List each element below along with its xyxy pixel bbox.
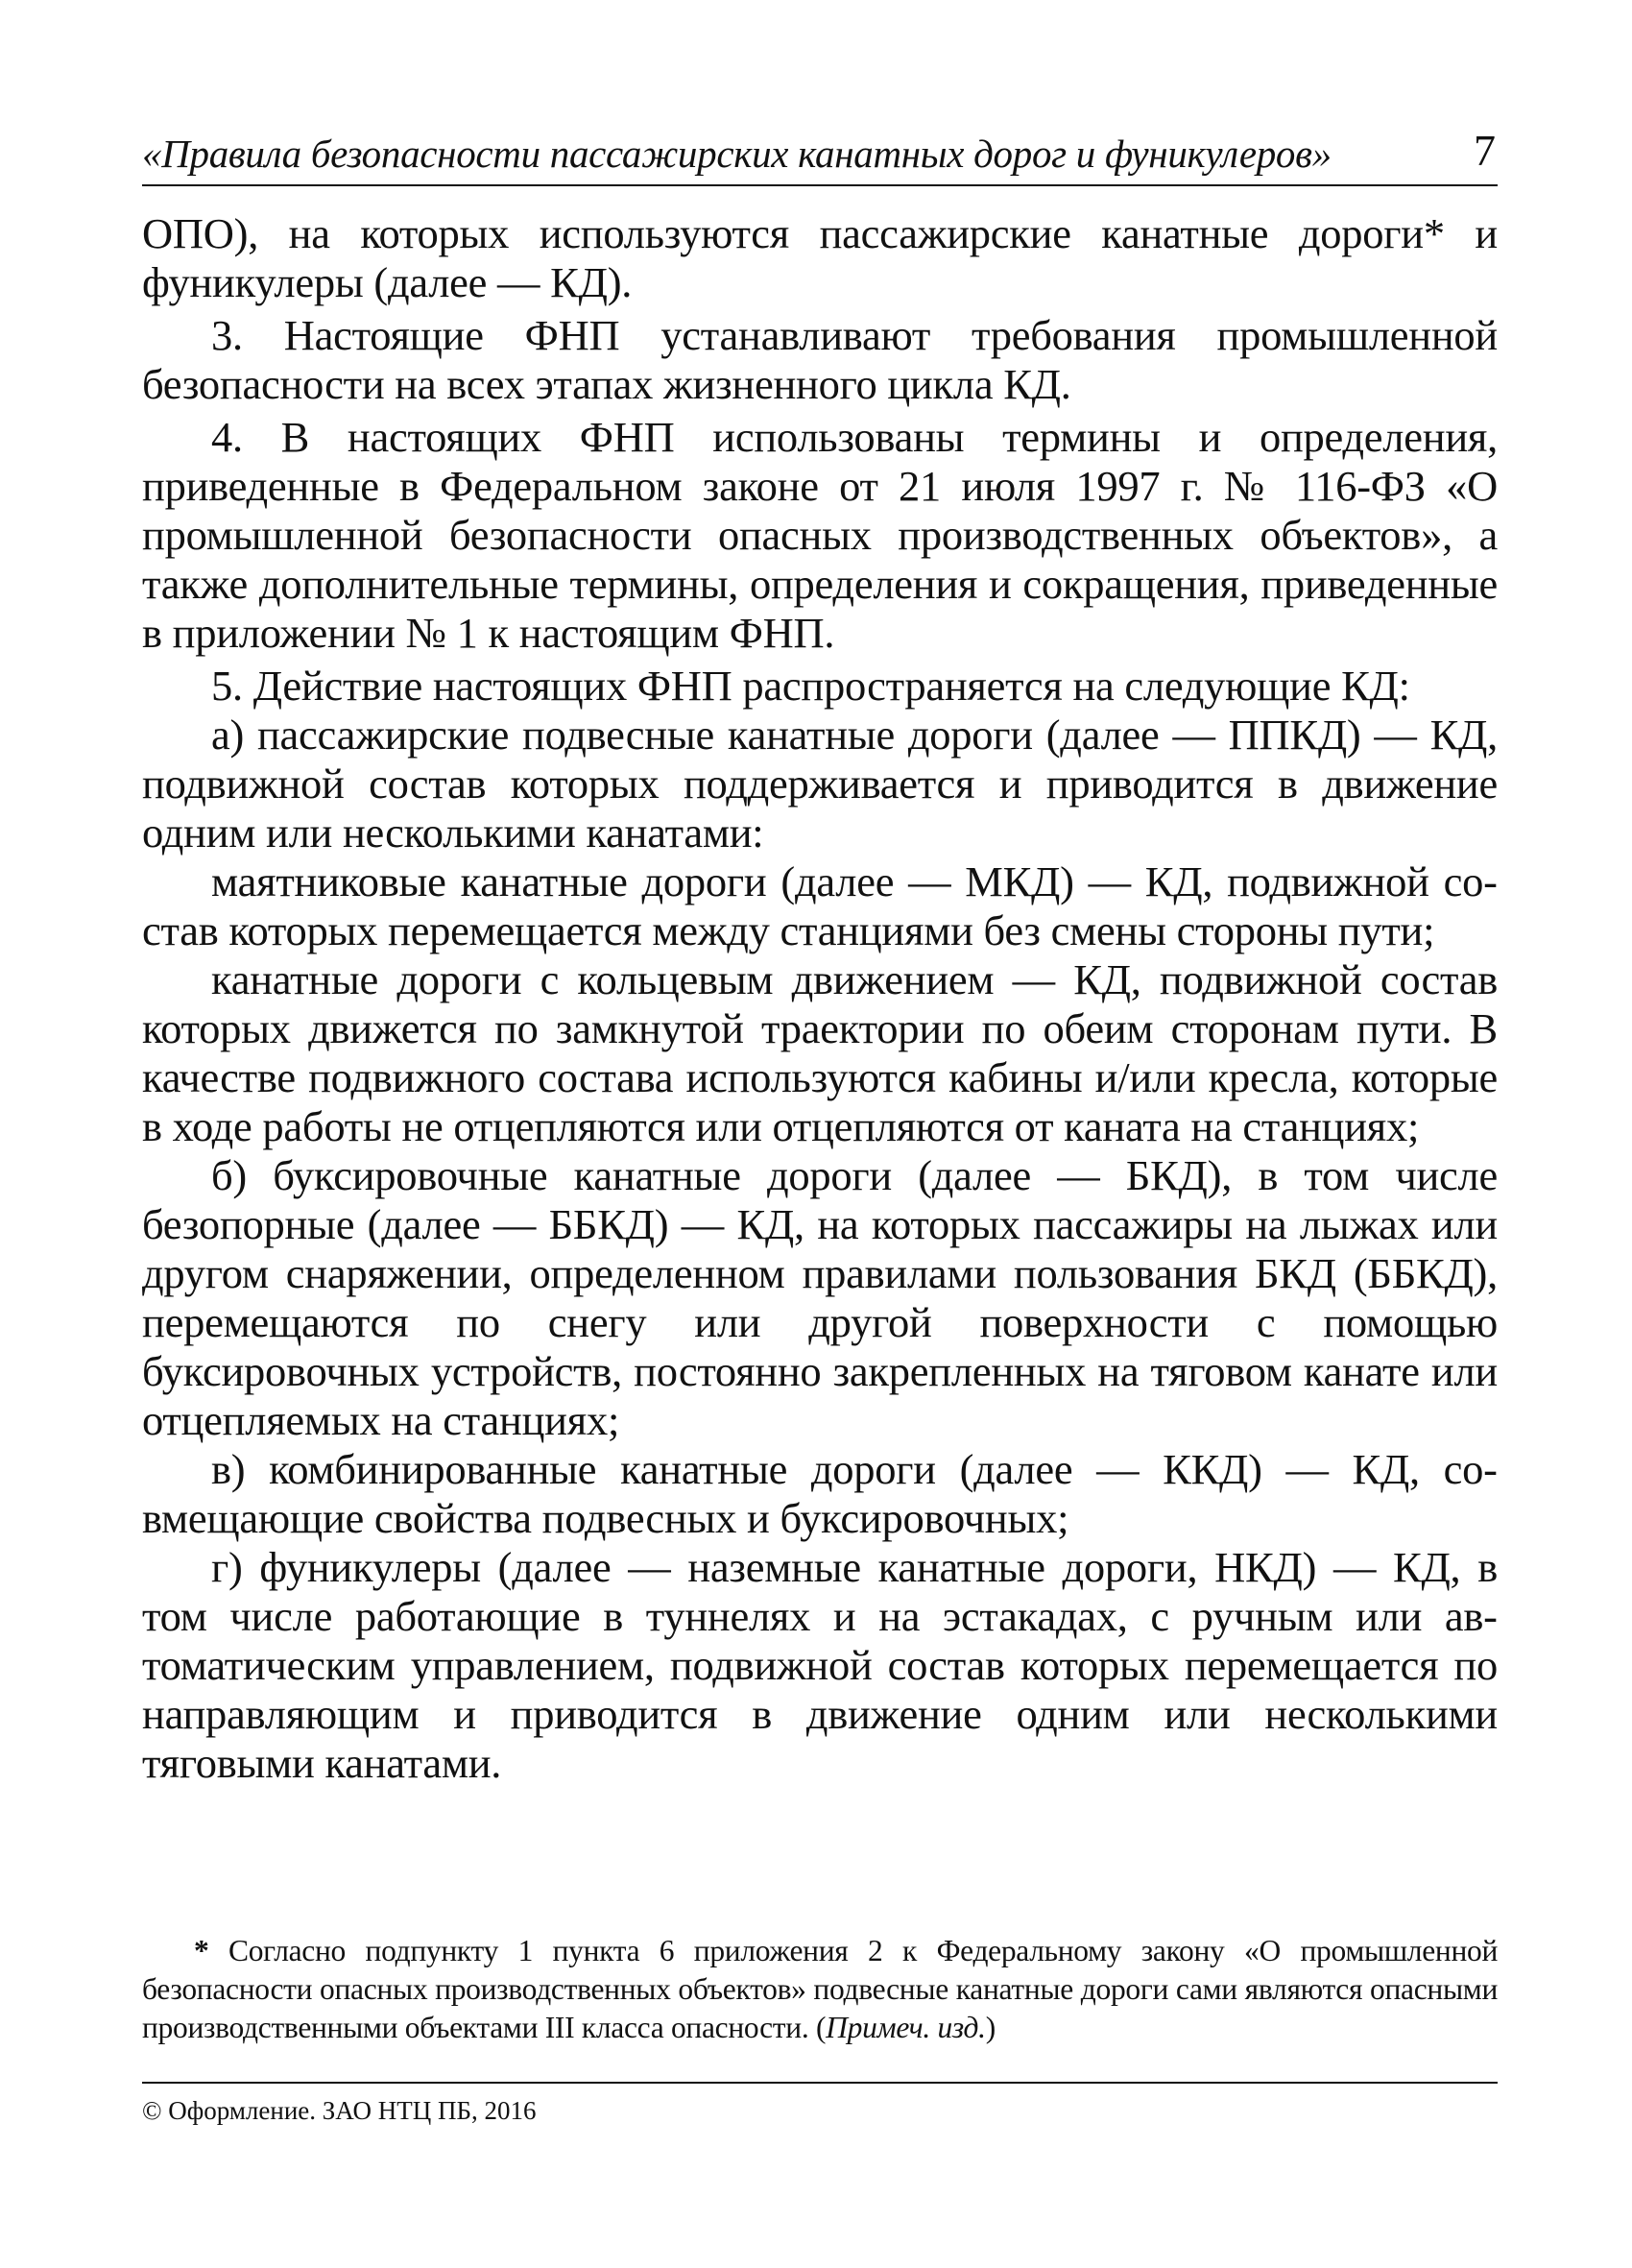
paragraph-subitem-g: г) фуникулеры (далее — наземные канатные дороги, НКД) — КД, в том числе работающие в туннелях и на эстакадах, с ручным или автоматическим управлением, подвижной состав которых перемещается по направляющим и приводится в движение одним или несколькими тяговыми канатами. [142,1543,1498,1787]
main-text [142,209,1498,1788]
footnote-note-close: ) [985,2011,996,2044]
footnote-note-open: ( [815,2011,827,2044]
footer-divider [142,2082,1498,2084]
running-header-title: «Правила безопасности пассажирских канатных дорог и фуникулеров» [142,132,1332,176]
paragraph-subitem-a: а) пассажирские подвесные канатные дороги (далее — ППКД) — КД, подвижной состав которых поддерживается и приводится в движение одним или несколькими канатами: [142,711,1498,857]
footnote-marker: * [194,1934,209,1967]
paragraph-circulating-ropeways: канатные дороги с кольцевым движением — КД, подвижной состав которых движется по замкнутой траектории по обеим сторонам пути. В качестве подвижного состава используются кабины и/или кресла, которые в ходе работы не отцепляются или отцепляются от каната на станциях; [142,955,1498,1150]
footnote-note-italic: Примеч. изд. [826,2011,986,2044]
page-number: 7 [1474,126,1496,175]
paragraph-subitem-b: б) буксировочные канатные дороги (далее — БКД), в том числе безопорные (далее — ББКД) — КД, на которых пассажиры на лыжах или другом снаряжении, определенном правилами пользования БКД (ББКД), перемещаются по снегу или другой поверхности с помощью буксировочных устройств, постоянно закрепленных на тяговом канате или отцепляемых на станциях; [142,1151,1498,1444]
paragraph-item-3: 3. Настоящие ФНП устанавливают требования промышленной безопасности на всех этапах жизненного цикла КД. [142,311,1498,408]
paragraph-subitem-v: в) комбинированные канатные дороги (далее — ККД) — КД, совмещающие свойства подвесных и буксировочных; [142,1445,1498,1542]
paragraph-pendulum-ropeways: маятниковые канатные дороги (далее — МКД) — КД, подвижной состав которых перемещается между станциями без смены стороны пути; [142,857,1498,954]
paragraph-item-4: 4. В настоящих ФНП использованы термины и определения, приведенные в Федеральном законе от 21 июля 1997 г. № 116-ФЗ «О промышленной безопасности опасных производственных объектов», а также дополнительные термины, определения и сокращения, приведенные в приложении № 1 к настоящим ФНП. [142,413,1498,657]
paragraph-item-5: 5. Действие настоящих ФНП распространяется на следующие КД: [211,662,1410,710]
running-header [142,125,1498,186]
copyright-line: © Оформление. ЗАО НТЦ ПБ, 2016 [142,2096,537,2125]
footnote [142,1932,1498,2047]
footnote-text: Согласно подпункту 1 пункта 6 приложения 2 к Федеральному закону «О промышленной безопасности опасных производственных объектов» подвесные канатные дороги сами являются опасными производственными объектами III класса опасности. [142,1934,1499,2044]
paragraph-continuation: ОПО), на которых используются пассажирские канатные дороги* и фуникулеры (далее — КД). [142,209,1498,306]
